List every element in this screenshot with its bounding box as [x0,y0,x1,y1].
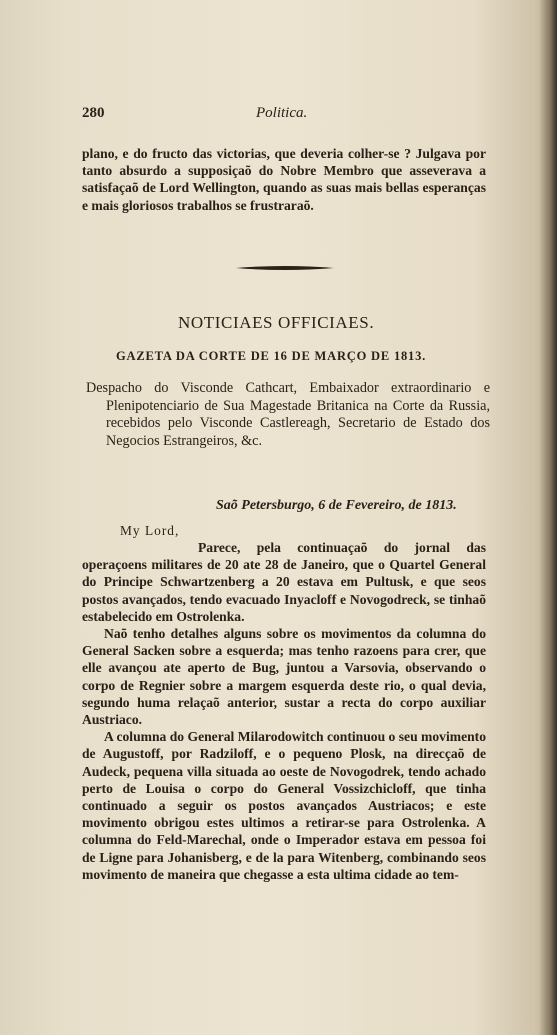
continuation-paragraph: plano, e do fructo das victorias, que deveria colher-se ? Julgava por tanto absurdo a supposiçaõ do Nobre Membro que asseverava a satisfaçaõ de Lord Wellington, quando as suas mais bellas esperanças e mais gloriosos trabalhos se frustraraõ. [82,146,486,213]
page-header [82,105,494,127]
despacho-heading [86,380,490,450]
letter-dateline: Saõ Petersburgo, 6 de Fevereiro, de 1813. [216,498,457,513]
letter-paragraph: A columna do General Milarodowitch continuou o seu movimento de Augustoff, por Radziloff, e o pequeno Plosk, na direcçaõ de Audeck, pequena villa situada ao oeste de Novogodrek, tendo achado perto de Louisa o corpo do General Vossizchicloff, que tinha continuado a seguir os postos avançados Austriacos; e este movimento obrigou estes ultimos a retirar-se para Ostrolenka. A columna do Feld-Marechal, onde o Imperador estava em pessoa foi de Ligne para Johanisberg, e de la para Witenberg, combinando seos movimento de maneira que chegasse a esta ultima cidade ao tem- [82,729,486,882]
gazette-line: GAZETA DA CORTE DE 16 DE MARÇO DE 1813. [116,349,427,363]
section-title: NOTICIAES OFFICIAES. [178,313,375,332]
running-head: Politica. [256,105,308,121]
despacho-text: Despacho do Visconde Cathcart, Embaixador extraordinario e Plenipotenciario de Sua Magestade Britanica na Corte da Russia, recebidos pelo Visconde Castlereagh, Secretario de Estado dos Negocios Estrangeiros, &c. [86,380,490,449]
letter-salutation: My Lord, [120,523,180,538]
letter-paragraph: Naõ tenho detalhes alguns sobre os movimentos da columna do General Sacken sobre a esquerda; mas tenho razoens para crer, que elle avançou ate aperto de Bug, juntou a Varsovia, observando o corpo de Regnier sobre a margem esquerda deste rio, o qual devia, segundo huma relaçaõ anterior, sustar a recta do corpo auxiliar Austriaco. [82,626,486,728]
letter-body [82,539,486,883]
letter-paragraph: Parece, pela continuaçaõ do jornal das operaçoens militares de 20 ate 28 de Janeiro, que o Quartel General do Principe Schwartzenberg a 20 estava em Pultusk, e que seos postos avançados, tendo evacuado Inyacloff e Novogodreck, se tinhaõ estabelecido em Ostrolenka. [82,540,486,624]
section-divider-ornament [236,265,334,271]
page-number: 280 [82,105,105,121]
page-gutter-shadow [539,0,557,1035]
